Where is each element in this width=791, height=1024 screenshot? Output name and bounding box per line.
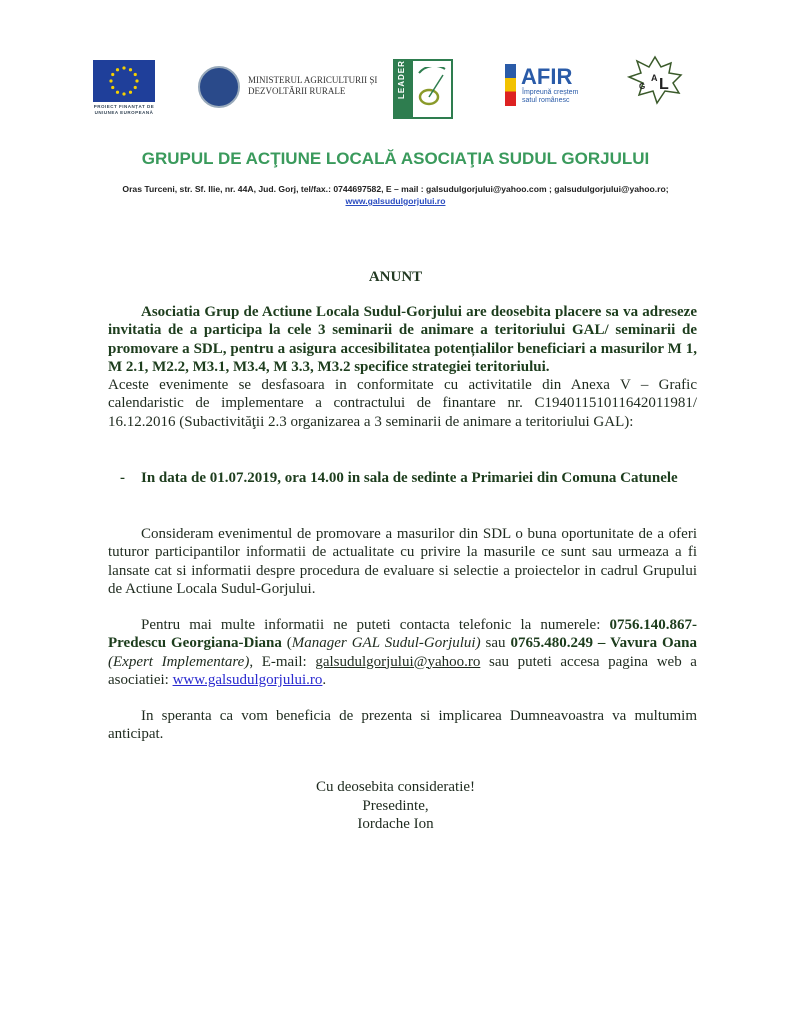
email-link[interactable]: galsudulgorjului@yahoo.ro <box>315 653 481 670</box>
contact-role-2: (Expert Implementare) <box>108 653 250 670</box>
intro-paragraph <box>108 303 697 431</box>
contact-paragraph: Pentru mai multe informatii ne puteti contacta telefonic la numerele: 0756.140.867- Predescu Georgiana-Diana (Manager GAL Sudul-Gorjului) sau 0765.480.249 – Vavura Oana (Expert Implementare), E-mail: galsudulgorjului@yahoo.ro sau puteti accesa pagina web a asociatiei: www.galsudulgorjului.ro. <box>108 617 698 688</box>
gal-leaf-logo <box>625 55 685 105</box>
svg-text:G: G <box>639 82 646 91</box>
website-link[interactable]: www.galsudulgorjului.ro <box>345 196 446 206</box>
afir-name: AFIR <box>521 64 573 89</box>
ministry-line: DEZVOLTĂRII RURALE <box>248 86 346 96</box>
organization-title: GRUPUL DE ACŢIUNE LOCALĂ ASOCIAŢIA SUDUL GORJULUI <box>141 149 650 168</box>
web-lead: sau puteti accesa pagina web a asociatiei: <box>108 653 697 688</box>
contact-phone-1: 0756.140.867- Predescu Georgiana-Diana <box>108 617 697 652</box>
leader-logo <box>393 59 453 119</box>
svg-text:L: L <box>659 76 669 93</box>
contact-phone-2: 0765.480.249 – Vavura Oana <box>510 635 698 652</box>
email-label: , E-mail: <box>249 653 316 670</box>
website-link-body[interactable]: www.galsudulgorjului.ro <box>172 671 323 688</box>
closing-text: In speranta ca vom beneficia de prezenta si implicarea Dumneavoastra va multumim anticipat. <box>108 708 697 743</box>
eu-star-icon <box>134 86 137 89</box>
intro-normal-text: Aceste evenimente se desfasoara in conformitate cu activitatile din Anexa V – Grafic calendaristic de implementare a contractului de finantare nr. C19401151011642011981/ 16.12.2016 (Subactivităţii 2.3 organizarea a 3 seminarii de animare a teritoriului GAL): <box>108 377 697 430</box>
romanian-government-seal-logo <box>198 66 240 108</box>
promotion-text: Consideram evenimentul de promovare a masurilor din SDL o buna oportunitate de a oferi tuturor participantilor informatii de actualitate cu privire la masurile ce sunt sau urmeaza a fi lansate cat si informatii despre procedura de evaluare si selectie a proiectelor in cadrul Grupului de Actiune Locala Sudul-Gorjului. <box>108 526 697 597</box>
eu-star-icon <box>135 79 138 82</box>
ministry-name <box>248 75 377 97</box>
promotion-paragraph <box>108 525 697 598</box>
signature-title: Presedinte, <box>362 797 429 814</box>
eu-star-icon <box>122 66 125 69</box>
eu-star-icon <box>129 68 132 71</box>
closing-paragraph <box>108 707 697 744</box>
eu-caption: PROIECT FINANȚAT DE UNIUNEA EUROPEANĂ <box>93 104 155 115</box>
address-line: Oras Turceni, str. Sf. Ilie, nr. 44A, Jud. Gorj, tel/fax.: 0744697582, E – mail : galsudulgorjului@yahoo.com ; galsudulgorjului@yahoo.ro; <box>122 184 669 194</box>
contact-sau: sau <box>480 635 511 652</box>
eu-star-icon <box>111 86 114 89</box>
signature-greeting: Cu deosebita consideratie! <box>315 779 476 795</box>
eu-star-icon <box>116 91 119 94</box>
contact-lead: Pentru mai multe informatii ne puteti contacta telefonic la numerele: <box>141 617 610 633</box>
bullet-dash: - <box>120 470 125 486</box>
signature-block <box>0 778 791 834</box>
signature-name: Iordache Ion <box>357 816 434 832</box>
document-heading: ANUNT <box>368 269 423 285</box>
eu-star-icon <box>109 79 112 82</box>
eu-star-icon <box>122 92 125 95</box>
eu-star-icon <box>129 91 132 94</box>
contact-role-1: Manager GAL Sudul-Gorjului) <box>291 635 481 652</box>
svg-text:A: A <box>651 73 658 83</box>
afir-tagline: Împreună creștem satul românesc <box>522 89 579 104</box>
eu-star-icon <box>134 73 137 76</box>
event-details: In data de 01.07.2019, ora 14.00 in sala de sedinte a Primariei din Comuna Catunele <box>141 470 678 486</box>
period: . <box>322 671 327 688</box>
eu-star-icon <box>116 68 119 71</box>
address-block <box>0 183 791 207</box>
intro-bold-text: Asociatia Grup de Actiune Locala Sudul-Gorjului are deosebita placere sa va adreseze invitatia de a participa la cele 3 seminarii de animare a teritoriului GAL/ seminarii de promovare a SDL, pentru a asigura accesibilitatea potențialilor beneficiari a masurilor M 1, M 2.1, M2.2, M3.1, M3.4, M 3.3, M3.2 specifice strategiei teritoriului. <box>108 304 697 375</box>
ministry-line: MINISTERUL AGRICULTURII ȘI <box>248 75 378 85</box>
eu-star-icon <box>111 73 114 76</box>
leader-text: LEADER <box>397 60 406 99</box>
eu-flag-logo <box>93 60 155 102</box>
